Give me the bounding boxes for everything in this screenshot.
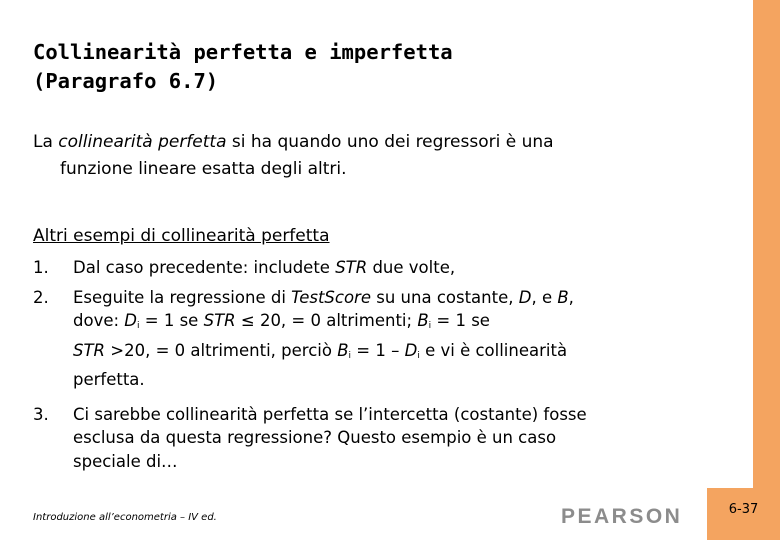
item-number: 3.: [33, 404, 49, 424]
intro-emphasis: collinearità perfetta: [58, 132, 227, 152]
item-2-line-3: STR >20, = 0 altrimenti, perciò $B_i = 1 - D_i$ e vi è collinearità: [73, 340, 568, 361]
item-3-line-1: Ci sarebbe collinearità perfetta se l’intercetta (costante) fosse: [73, 404, 587, 424]
list-item-1: [33, 256, 743, 280]
pearson-logo: PEARSON: [561, 505, 683, 528]
title-line-2: (Paragrafo 6.7): [33, 69, 219, 93]
list-item-2: [33, 286, 743, 392]
item-2-line-1: Eseguite la regressione di TestScore su una costante, D, e B,: [73, 287, 574, 307]
intro-line-2: funzione lineare esatta degli altri.: [60, 159, 347, 179]
item-number: 2.: [33, 287, 49, 307]
intro-post: si ha quando uno dei regressori è una: [226, 132, 554, 152]
slide-title: [33, 38, 733, 96]
list-item-3: [33, 403, 743, 474]
footer-text: Introduzione all’econometria – IV ed.: [33, 512, 217, 523]
intro-line-1: [33, 129, 733, 156]
intro-paragraph: [33, 129, 733, 183]
section-heading: Altri esempi di collinearità perfetta: [33, 226, 330, 246]
page-number: 6-37: [728, 502, 759, 517]
item-3-line-3: speciale di…: [73, 451, 178, 471]
item-2-line-2: dove: $D_i = 1$ se STR ≤ 20, = 0 altrimenti; $B_i = 1$ se: [73, 311, 490, 331]
item-2-line-4: perfetta.: [73, 370, 145, 389]
item-3-line-2: esclusa da questa regressione? Questo esempio è un caso: [73, 428, 557, 447]
title-line-1: Collinearità perfetta e imperfetta: [33, 40, 453, 64]
item-number: 1.: [33, 258, 49, 277]
intro-pre: La: [33, 132, 59, 152]
item-1-line: Dal caso precedente: includete STR due volte,: [73, 258, 456, 277]
examples-list: [33, 256, 743, 473]
